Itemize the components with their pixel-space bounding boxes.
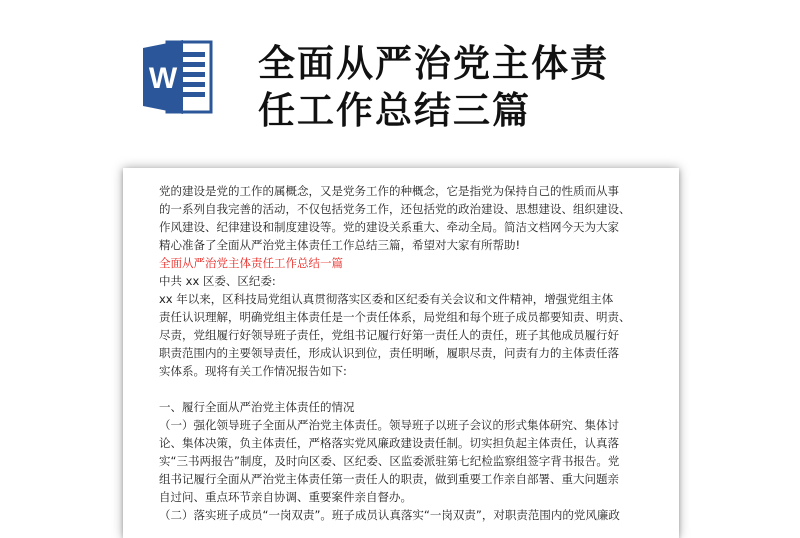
document-body bbox=[159, 182, 649, 524]
intro-line: 精心准备了全面从严治党主体责任工作总结三篇，希望对大家有所帮助! bbox=[159, 238, 521, 252]
title-line-1: 全面从严治党主体责 bbox=[258, 42, 609, 85]
para1-line: 实体系。现将有关工作情况报告如下: bbox=[159, 364, 347, 378]
page-title bbox=[258, 40, 778, 134]
para1-line: xx 年以来，区科技局党组认真贯彻落实区委和区纪委有关会议和文件精神，增强党组主体 bbox=[159, 292, 614, 306]
intro-line: 党的建设是党的工作的属概念，又是党务工作的种概念，它是指党为保持自己的性质而从事 bbox=[159, 184, 619, 198]
para2-line: 实“三书两报告”制度，及时向区委、区纪委、区监委派驻第七纪检监察组签字背书报告。党 bbox=[159, 454, 620, 468]
intro-line: 的一系列自我完善的活动，不仅包括党务工作，还包括党的政治建设、思想建设、组织建设、 bbox=[159, 202, 631, 216]
intro-line: 作风建设、纪律建设和制度建设等。党的建设关系重大、牵动全局。简洁文档网今天为大家 bbox=[159, 220, 619, 234]
word-icon-letter: W bbox=[148, 62, 178, 95]
para2-line: 组书记履行全面从严治党主体责任第一责任人的职责，做到重要工作亲自部署、重大问题亲 bbox=[159, 472, 619, 486]
para3-line: （二）落实班子成员“一岗双责”。班子成员认真落实“一岗双责”，对职责范围内的党风廉政 bbox=[159, 508, 620, 522]
para1-line: 责任认识理解，明确党组主体责任是一个责任体系，局党组和每个班子成员都要知责、明责、 bbox=[159, 310, 631, 324]
para1-line: 尽责，党组履行好领导班子责任，党组书记履行好第一责任人的责任，班子其他成员履行好 bbox=[159, 328, 619, 342]
para1-line: 职责范围内的主要领导责任，形成认识到位，责任明晰，履职尽责，问责有力的主体责任落 bbox=[159, 346, 619, 360]
para2-line: 论、集体决策，负主体责任，严格落实党风廉政建设责任制。切实担负起主体责任，认真落 bbox=[159, 436, 619, 450]
para2-line: （一）强化领导班子全面从严治党主体责任。领导班子以班子会议的形式集体研究、集体讨 bbox=[159, 418, 619, 432]
addressee: 中共 xx 区委、区纪委: bbox=[159, 274, 276, 288]
document-preview bbox=[123, 168, 679, 538]
section-link[interactable]: 全面从严治党主体责任工作总结一篇 bbox=[159, 256, 343, 270]
title-line-2: 任工作总结三篇 bbox=[258, 89, 531, 132]
word-document-icon bbox=[143, 36, 213, 118]
para2-line: 自过问、重点环节亲自协调、重要案件亲自督办。 bbox=[159, 490, 412, 504]
heading-1: 一、履行全面从严治党主体责任的情况 bbox=[159, 400, 355, 414]
blank-line bbox=[159, 380, 649, 398]
